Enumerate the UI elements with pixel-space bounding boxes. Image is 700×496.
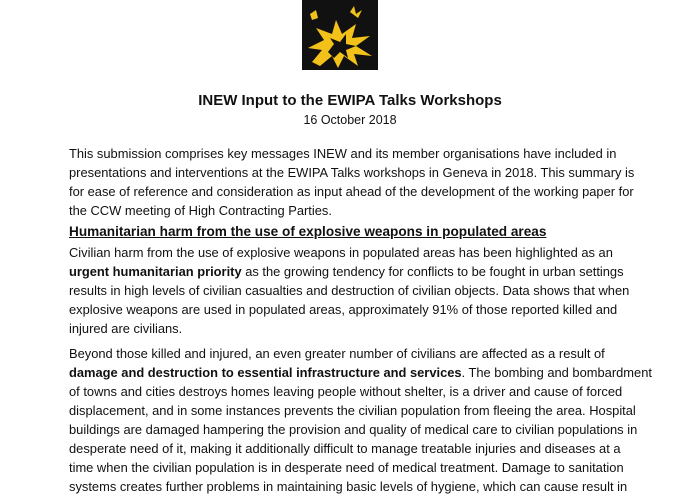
explosion-logo-icon xyxy=(302,0,378,70)
paragraph-line: explosive weapons are used in populated areas, approximately 91% of those reported killed and xyxy=(69,302,618,317)
paragraph-line: desperate need of it, making it additionally difficult to manage treatable injuries and diseases at a xyxy=(69,441,621,456)
intro-paragraph xyxy=(69,144,635,220)
emphasis-text: urgent humanitarian priority xyxy=(69,264,242,279)
paragraph-line: systems creates further problems in maintaining basic levels of hygiene, which can cause result in xyxy=(69,479,628,494)
paragraph-line: damage and destruction to essential infrastructure and services. The bombing and bombardment xyxy=(69,365,652,380)
infrastructure-paragraph xyxy=(69,344,652,496)
document-date: 16 October 2018 xyxy=(303,113,397,127)
document-title: INEW Input to the EWIPA Talks Workshops xyxy=(198,92,502,109)
paragraph-line: time when the civilian population is in desperate need of medical treatment. Damage to sanitation xyxy=(69,460,624,475)
paragraph-line: results in high levels of civilian casualties and destruction of civilian objects. Data shows that when xyxy=(69,283,630,298)
intro-line: for ease of reference and consideration as input ahead of the development of the working paper for xyxy=(69,184,634,199)
emphasis-text: damage and destruction to essential infrastructure and services xyxy=(69,365,462,380)
paragraph-line: urgent humanitarian priority as the growing tendency for conflicts to be fought in urban settings xyxy=(69,264,624,279)
section-heading: Humanitarian harm from the use of explosive weapons in populated areas xyxy=(69,224,547,239)
intro-line: This submission comprises key messages INEW and its member organisations have included in xyxy=(69,146,617,161)
paragraph-line: Civilian harm from the use of explosive weapons in populated areas has been highlighted as an xyxy=(69,245,613,260)
paragraph-line: displacement, and in some instances prevents the civilian population from fleeing the area. Hospital xyxy=(69,403,636,418)
paragraph-line: injured are civilians. xyxy=(69,321,183,336)
paragraph-line: of towns and cities destroys homes leaving people without shelter, is a driver and cause of forced xyxy=(69,384,623,399)
intro-line: the CCW meeting of High Contracting Parties. xyxy=(69,203,332,218)
harm-paragraph xyxy=(69,243,635,338)
paragraph-line: buildings are damaged hampering the provision and quality of medical care to civilian populations in xyxy=(69,422,638,437)
paragraph-line: Beyond those killed and injured, an even greater number of civilians are affected as a result of xyxy=(69,346,605,361)
intro-line: presentations and interventions at the EWIPA Talks workshops in Geneva in 2018. This summary is xyxy=(69,165,635,180)
